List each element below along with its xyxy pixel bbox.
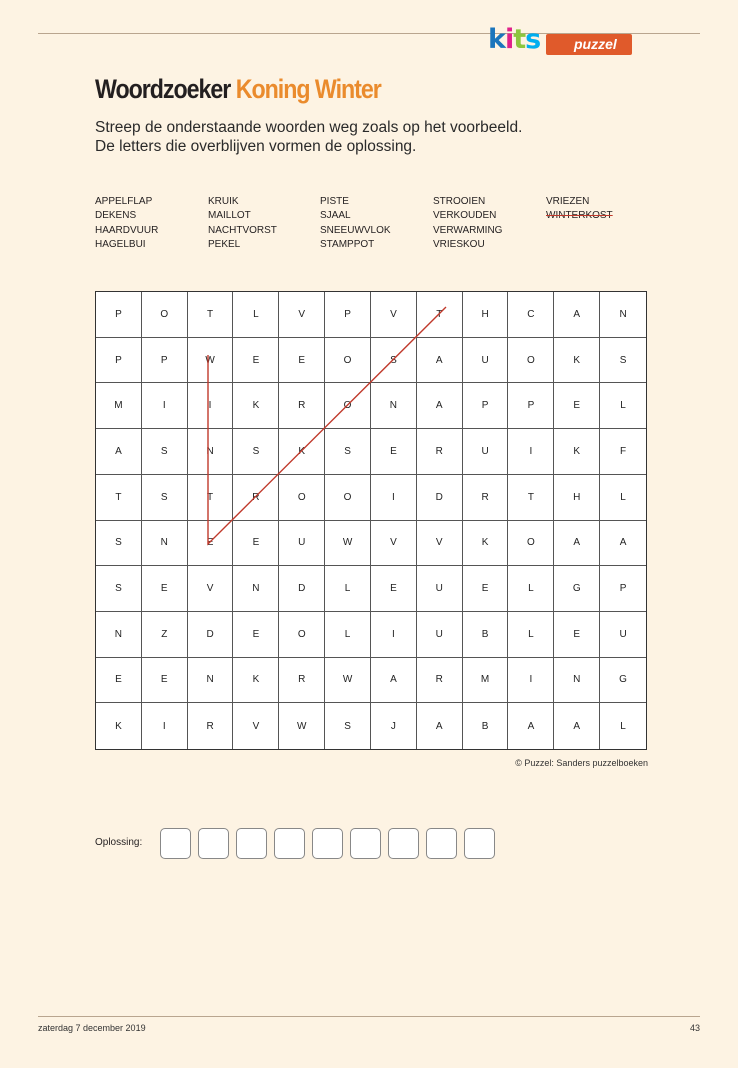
solution-box[interactable]: [312, 828, 343, 859]
word: STROOIEN: [433, 196, 486, 207]
grid-cell[interactable]: I: [508, 429, 554, 475]
grid-cell[interactable]: N: [188, 658, 234, 704]
grid-cell[interactable]: P: [325, 292, 371, 338]
grid-cell[interactable]: U: [600, 612, 646, 658]
grid-cell[interactable]: V: [188, 566, 234, 612]
grid-cell[interactable]: E: [233, 521, 279, 567]
grid-cell[interactable]: D: [188, 612, 234, 658]
grid-cell[interactable]: U: [279, 521, 325, 567]
grid-cell[interactable]: G: [554, 566, 600, 612]
grid-cell[interactable]: L: [600, 383, 646, 429]
grid-cell[interactable]: E: [233, 338, 279, 384]
word: SNEEUWVLOK: [320, 224, 391, 236]
grid-cell[interactable]: W: [325, 521, 371, 567]
grid-cell[interactable]: K: [554, 338, 600, 384]
grid-cell[interactable]: L: [325, 612, 371, 658]
footer-date: zaterdag 7 december 2019: [38, 1023, 146, 1033]
grid-cell[interactable]: R: [417, 658, 463, 704]
grid-cell[interactable]: O: [325, 383, 371, 429]
word-column: [433, 195, 502, 253]
word: MAILLOT: [208, 210, 251, 222]
grid-cell[interactable]: S: [600, 338, 646, 384]
grid-cell[interactable]: J: [371, 703, 417, 749]
grid-cell[interactable]: K: [463, 521, 509, 567]
word: PISTE: [320, 196, 349, 207]
grid-cell[interactable]: W: [325, 658, 371, 704]
grid-cell[interactable]: P: [96, 338, 142, 384]
grid-cell[interactable]: O: [325, 338, 371, 384]
grid-cell[interactable]: P: [142, 338, 188, 384]
grid-cell[interactable]: S: [142, 475, 188, 521]
grid-cell[interactable]: E: [142, 658, 188, 704]
grid-cell[interactable]: U: [417, 566, 463, 612]
grid-cell[interactable]: Z: [142, 612, 188, 658]
grid-cell[interactable]: S: [325, 703, 371, 749]
grid-cell[interactable]: H: [463, 292, 509, 338]
title-accent: Koning Winter: [235, 74, 381, 104]
grid-cell[interactable]: A: [417, 703, 463, 749]
grid-cell[interactable]: S: [142, 429, 188, 475]
grid-cell[interactable]: A: [417, 383, 463, 429]
grid-cell[interactable]: R: [279, 383, 325, 429]
grid-cell[interactable]: A: [371, 658, 417, 704]
word: VRIEZEN: [546, 196, 590, 207]
title-main: Woordzoeker: [95, 74, 231, 104]
grid-cell[interactable]: K: [554, 429, 600, 475]
grid-cell[interactable]: L: [508, 612, 554, 658]
grid-cell[interactable]: A: [554, 703, 600, 749]
grid-cell[interactable]: L: [620, 720, 626, 732]
grid-cell[interactable]: K: [233, 658, 279, 704]
grid-cell[interactable]: E: [463, 566, 509, 612]
word-struck-example: WINTERKOST: [546, 210, 613, 222]
word: STAMPPOT: [320, 239, 375, 251]
grid-cell[interactable]: P: [96, 292, 142, 338]
grid-cell[interactable]: R: [463, 475, 509, 521]
kits-letter: k: [488, 24, 505, 55]
word: VERWARMING: [433, 224, 503, 236]
grid-cell[interactable]: L: [508, 566, 554, 612]
grid-cell[interactable]: D: [417, 475, 463, 521]
grid-cell[interactable]: S: [325, 429, 371, 475]
grid-cell[interactable]: V: [279, 292, 325, 338]
solution-box[interactable]: [198, 828, 229, 859]
grid-cell[interactable]: L: [325, 566, 371, 612]
grid-cell[interactable]: E: [96, 658, 142, 704]
grid-cell[interactable]: H: [554, 475, 600, 521]
grid-cell[interactable]: O: [508, 521, 554, 567]
grid-cell[interactable]: N: [233, 566, 279, 612]
word: DEKENS: [95, 210, 137, 222]
word: VERKOUDEN: [433, 210, 497, 222]
grid-cell[interactable]: L: [600, 475, 646, 521]
grid-cell[interactable]: E: [554, 383, 600, 429]
grid-cell[interactable]: C: [508, 292, 554, 338]
grid-cell[interactable]: A: [508, 703, 554, 749]
grid-cell[interactable]: B: [463, 612, 509, 658]
grid-cell[interactable]: O: [508, 338, 554, 384]
grid-cell[interactable]: S: [96, 566, 142, 612]
grid-cell[interactable]: K: [96, 703, 142, 749]
grid-cell[interactable]: D: [279, 566, 325, 612]
page-number: 43: [689, 1023, 700, 1033]
grid-cell[interactable]: N: [600, 292, 646, 338]
word: NACHTVORST: [208, 224, 277, 236]
grid-cell[interactable]: B: [463, 703, 509, 749]
grid-cell[interactable]: I: [371, 612, 417, 658]
grid-cell[interactable]: I: [508, 658, 554, 704]
grid-cell[interactable]: R: [417, 429, 463, 475]
grid-cell[interactable]: A: [554, 292, 600, 338]
grid-cell[interactable]: F: [600, 429, 646, 475]
grid-cell[interactable]: V: [417, 521, 463, 567]
grid-cell[interactable]: K: [233, 383, 279, 429]
grid-cell[interactable]: N: [371, 383, 417, 429]
grid-cell[interactable]: T: [417, 292, 463, 338]
kits-letter: i: [504, 24, 514, 55]
kits-wordmark: [488, 24, 540, 55]
grid-cell[interactable]: A: [96, 429, 142, 475]
grid-cell[interactable]: N: [96, 612, 142, 658]
grid-cell[interactable]: S: [371, 338, 417, 384]
letter-grid: [95, 291, 647, 750]
grid-cell[interactable]: S: [96, 521, 142, 567]
section-badge: puzzel: [546, 34, 632, 55]
solution-box[interactable]: [274, 828, 305, 859]
grid-cell[interactable]: G: [600, 658, 646, 704]
grid-cell[interactable]: T: [96, 475, 142, 521]
puzzle-credit: © Puzzel: Sanders puzzelboeken: [515, 758, 648, 768]
solution-box[interactable]: [388, 828, 419, 859]
word: APPELFLAP: [95, 196, 153, 207]
grid-cell[interactable]: E: [233, 612, 279, 658]
word: KRUIK: [208, 196, 239, 207]
grid-cell[interactable]: N: [142, 521, 188, 567]
grid-cell[interactable]: U: [463, 429, 509, 475]
grid-cell[interactable]: E: [142, 566, 188, 612]
grid-cell[interactable]: V: [233, 703, 279, 749]
grid-cell[interactable]: R: [233, 475, 279, 521]
kits-letter: t: [513, 24, 526, 55]
grid-cell[interactable]: M: [463, 658, 509, 704]
word: VRIESKOU: [433, 239, 485, 251]
word: HAARDVUUR: [95, 224, 159, 236]
grid-cell[interactable]: U: [417, 612, 463, 658]
grid-cell[interactable]: I: [188, 383, 234, 429]
grid-cell[interactable]: E: [554, 612, 600, 658]
grid-cell[interactable]: E: [371, 566, 417, 612]
grid-cell[interactable]: W: [188, 338, 234, 384]
grid-cell[interactable]: T: [508, 475, 554, 521]
word-column: [208, 195, 277, 253]
word-column: [95, 195, 158, 253]
grid-cell[interactable]: N: [554, 658, 600, 704]
word: PEKEL: [208, 239, 241, 251]
grid-cell[interactable]: E: [371, 429, 417, 475]
instructions: [95, 118, 522, 156]
grid-cell[interactable]: P: [600, 566, 646, 612]
solution-box[interactable]: [160, 828, 191, 859]
solution-box[interactable]: [464, 828, 495, 859]
grid-cell[interactable]: O: [279, 475, 325, 521]
word-column: [546, 195, 613, 224]
grid-cell[interactable]: T: [188, 292, 234, 338]
grid-cell[interactable]: I: [371, 475, 417, 521]
grid-cell[interactable]: I: [142, 703, 188, 749]
grid-cell[interactable]: O: [325, 475, 371, 521]
grid-cell[interactable]: P: [463, 383, 509, 429]
grid-cell[interactable]: V: [371, 292, 417, 338]
grid-cell[interactable]: A: [554, 521, 600, 567]
solution-box[interactable]: [350, 828, 381, 859]
grid-cell[interactable]: A: [417, 338, 463, 384]
solution-box[interactable]: [426, 828, 457, 859]
grid-cell[interactable]: S: [233, 429, 279, 475]
grid-cell[interactable]: P: [508, 383, 554, 429]
solution-label: Oplossing:: [95, 837, 143, 848]
instruction-line: De letters die overblijven vormen de oplossing.: [95, 138, 417, 155]
grid-cell[interactable]: K: [279, 429, 325, 475]
word: SJAAL: [320, 210, 351, 222]
grid-cell[interactable]: O: [279, 612, 325, 658]
grid-cell[interactable]: W: [279, 703, 325, 749]
grid-cell[interactable]: T: [188, 475, 234, 521]
kits-letter: s: [525, 24, 541, 55]
instruction-line: Streep de onderstaande woorden weg zoals op het voorbeeld.: [95, 119, 523, 136]
footer-rule: [38, 1016, 700, 1017]
grid-cell[interactable]: E: [188, 521, 234, 567]
grid-cell[interactable]: I: [142, 383, 188, 429]
grid-cell[interactable]: V: [371, 521, 417, 567]
grid-cell[interactable]: L: [233, 292, 279, 338]
grid-cell[interactable]: A: [600, 521, 646, 567]
grid-cell[interactable]: N: [188, 429, 234, 475]
grid-cell[interactable]: R: [279, 658, 325, 704]
grid-cell[interactable]: O: [142, 292, 188, 338]
grid-cell[interactable]: U: [463, 338, 509, 384]
grid-cell[interactable]: E: [279, 338, 325, 384]
kits-logo: [488, 24, 648, 60]
word-column: [320, 195, 391, 253]
solution-box[interactable]: [236, 828, 267, 859]
grid-cell[interactable]: M: [96, 383, 142, 429]
grid-cell[interactable]: R: [188, 703, 234, 749]
page-title: [95, 74, 381, 105]
word: HAGELBUI: [95, 239, 146, 251]
